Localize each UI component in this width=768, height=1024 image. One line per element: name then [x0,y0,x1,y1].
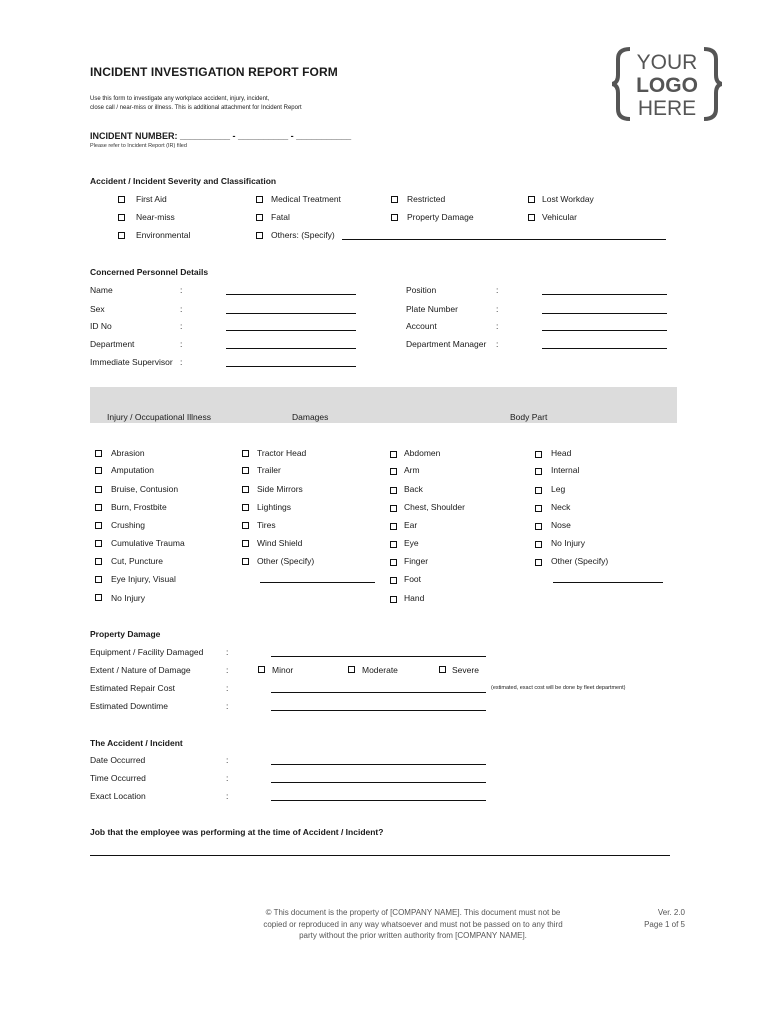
checkbox[interactable] [118,196,125,203]
checkbox[interactable] [390,523,397,530]
checkbox[interactable] [242,467,249,474]
field-line[interactable] [226,294,356,295]
specify-line[interactable] [260,582,375,583]
damage-label: Other (Specify) [257,556,315,566]
option-label: Medical Treatment [271,194,341,204]
body-part-label: Abdomen [404,448,441,458]
field-label: Account [406,321,437,331]
option-label: Fatal [271,212,290,222]
injury-label: Abrasion [111,448,145,458]
colon: : [180,285,183,295]
option-label: Moderate [362,665,398,675]
option-label: Vehicular [542,212,577,222]
checkbox[interactable] [390,468,397,475]
version-label: Ver. 2.0 [657,908,685,917]
checkbox[interactable] [95,558,102,565]
checkbox[interactable] [256,196,263,203]
colon: : [180,339,183,349]
checkbox[interactable] [118,232,125,239]
logo-text-1: YOUR [636,51,698,74]
body-part-label: Other (Specify) [551,556,609,566]
checkbox[interactable] [256,232,263,239]
body-part-label: Leg [551,484,566,494]
checkbox[interactable] [242,504,249,511]
option-label: Restricted [407,194,446,204]
checkbox[interactable] [95,522,102,529]
body-part-label: Arm [404,465,420,475]
injury-label: Cut, Puncture [111,556,163,566]
colon: : [496,339,499,349]
option-label: Minor [272,665,294,675]
field-line[interactable] [542,294,667,295]
field-line[interactable] [226,366,356,367]
incident-number[interactable]: INCIDENT NUMBER: __________ - __________ - ___________ [90,131,352,141]
colon: : [496,304,499,314]
logo-left-brace [612,49,630,119]
company-logo [612,45,722,123]
checkbox[interactable] [242,540,249,547]
body-part-label: Head [551,448,572,458]
checkbox[interactable] [242,522,249,529]
field-label: Name [90,285,113,295]
injury-label: Amputation [111,465,154,475]
checkbox[interactable] [535,523,542,530]
logo-text-2: LOGO [636,74,698,97]
cost-note: (estimated, exact cost will be done by fleet department) [491,685,626,691]
checkbox[interactable] [439,666,446,673]
checkbox[interactable] [390,451,397,458]
field-line[interactable] [271,782,486,783]
checkbox[interactable] [535,505,542,512]
checkbox[interactable] [528,214,535,221]
field-line[interactable] [226,313,356,314]
checkbox[interactable] [95,450,102,457]
field-label: Exact Location [90,791,146,801]
checkbox[interactable] [256,214,263,221]
form-intro [90,95,350,112]
checkbox[interactable] [390,487,397,494]
logo-text-3: HERE [637,97,697,120]
checkbox[interactable] [242,450,249,457]
field-label: Department [90,339,135,349]
field-line[interactable] [226,348,356,349]
specify-line[interactable] [553,582,663,583]
option-label: First Aid [136,194,167,204]
checkbox[interactable] [95,467,102,474]
damage-label: Lightings [257,502,292,512]
body-part-label: Hand [404,593,425,603]
checkbox[interactable] [535,451,542,458]
checkbox[interactable] [348,666,355,673]
body-part-label: No Injury [551,538,586,548]
option-label: Environmental [136,230,191,240]
form-title: INCIDENT INVESTIGATION REPORT FORM [90,65,338,79]
checkbox[interactable] [535,468,542,475]
footer-line: © This document is the property of [COMPANY NAME]. This document must not be [265,908,561,917]
field-line[interactable] [271,800,486,801]
colon: : [226,683,229,693]
colon: : [226,755,229,765]
body-part-label: Eye [404,538,419,548]
checkbox[interactable] [390,559,397,566]
body-part-label: Ear [404,520,418,530]
property-heading: Property Damage [90,629,161,639]
field-line[interactable] [542,348,667,349]
body-part-label: Finger [404,556,429,566]
checkbox[interactable] [391,196,398,203]
field-label: Time Occurred [90,773,146,783]
answer-line[interactable] [90,855,670,856]
colon: : [180,357,183,367]
colon: : [226,647,229,657]
field-label: Extent / Nature of Damage [90,665,191,675]
field-label: Department Manager [406,339,487,349]
footer-line: copied or reproduced in any way whatsoever and must not be passed on to any third [263,919,563,929]
field-label: Position [406,285,437,295]
injury-label: Cumulative Trauma [111,538,185,548]
checkbox[interactable] [95,540,102,547]
field-label: Plate Number [406,304,458,314]
personnel-heading: Concerned Personnel Details [90,267,209,277]
checkbox[interactable] [535,559,542,566]
column-header-body-part: Body Part [510,412,548,422]
colon: : [226,665,229,675]
option-label: Others: (Specify) [271,230,335,240]
colon: : [226,701,229,711]
colon: : [496,321,499,331]
checkbox[interactable] [535,487,542,494]
field-line[interactable] [271,656,486,657]
checkbox[interactable] [390,541,397,548]
option-label: Property Damage [407,212,474,222]
footer-notice [230,907,596,942]
colon: : [226,791,229,801]
intro-line: close call / near-miss or illness. This is additional attachment for Incident Report [90,104,302,111]
body-part-label: Nose [551,520,571,530]
colon: : [496,285,499,295]
checkbox[interactable] [95,504,102,511]
damage-label: Trailer [257,465,281,475]
colon: : [180,304,183,314]
field-label: Estimated Downtime [90,701,168,711]
injury-label: Crushing [111,520,146,530]
injury-label: Bruise, Contusion [111,484,179,494]
severity-heading: Accident / Incident Severity and Classification [90,176,277,186]
body-part-label: Back [404,484,423,494]
field-line[interactable] [271,710,486,711]
field-label: Date Occurred [90,755,146,765]
column-header-damages: Damages [292,412,329,422]
checkbox[interactable] [95,576,102,583]
checkbox[interactable] [390,577,397,584]
accident-heading: The Accident / Incident [90,738,183,748]
checkbox[interactable] [390,596,397,603]
field-line[interactable] [271,764,486,765]
field-label: ID No [90,321,112,331]
colon: : [226,773,229,783]
checkbox[interactable] [118,214,125,221]
injury-label: Burn, Frostbite [111,502,167,512]
field-line[interactable] [226,330,356,331]
checkbox[interactable] [242,486,249,493]
body-part-label: Foot [404,574,422,584]
damage-label: Tractor Head [257,448,307,458]
option-label: Lost Workday [542,194,594,204]
version-block [625,907,685,930]
intro-line: Use this form to investigate any workplace accident, injury, incident, [90,96,270,102]
damage-label: Wind Shield [257,538,303,548]
footer-line: party without the prior written authority from [COMPANY NAME]. [299,931,527,940]
colon: : [180,321,183,331]
option-label: Near-miss [136,212,175,222]
damage-label: Side Mirrors [257,484,303,494]
field-label: Estimated Repair Cost [90,683,176,693]
field-line[interactable] [542,330,667,331]
checkbox[interactable] [258,666,265,673]
specify-line[interactable] [342,239,666,240]
incident-note: Please refer to Incident Report (IR) filed [90,143,187,149]
injury-label: No Injury [111,593,146,603]
body-part-label: Neck [551,502,571,512]
checkbox[interactable] [391,214,398,221]
checkbox[interactable] [242,558,249,565]
option-label: Severe [452,665,479,675]
field-label: Sex [90,304,105,314]
checkbox[interactable] [95,594,102,601]
page-number: Page 1 of 5 [644,919,685,929]
field-label: Equipment / Facility Damaged [90,647,204,657]
field-label: Immediate Supervisor [90,357,173,367]
body-part-label: Chest, Shoulder [404,502,465,512]
column-header-injury: Injury / Occupational Illness [107,412,211,422]
body-part-label: Internal [551,465,580,475]
field-line[interactable] [271,692,486,693]
damage-label: Tires [257,520,276,530]
checkbox[interactable] [390,505,397,512]
checkbox[interactable] [528,196,535,203]
field-line[interactable] [542,313,667,314]
logo-right-brace [704,49,722,119]
job-question: Job that the employee was performing at the time of Accident / Incident? [90,827,384,837]
checkbox[interactable] [535,541,542,548]
injury-label: Eye Injury, Visual [111,574,176,584]
checkbox[interactable] [95,486,102,493]
